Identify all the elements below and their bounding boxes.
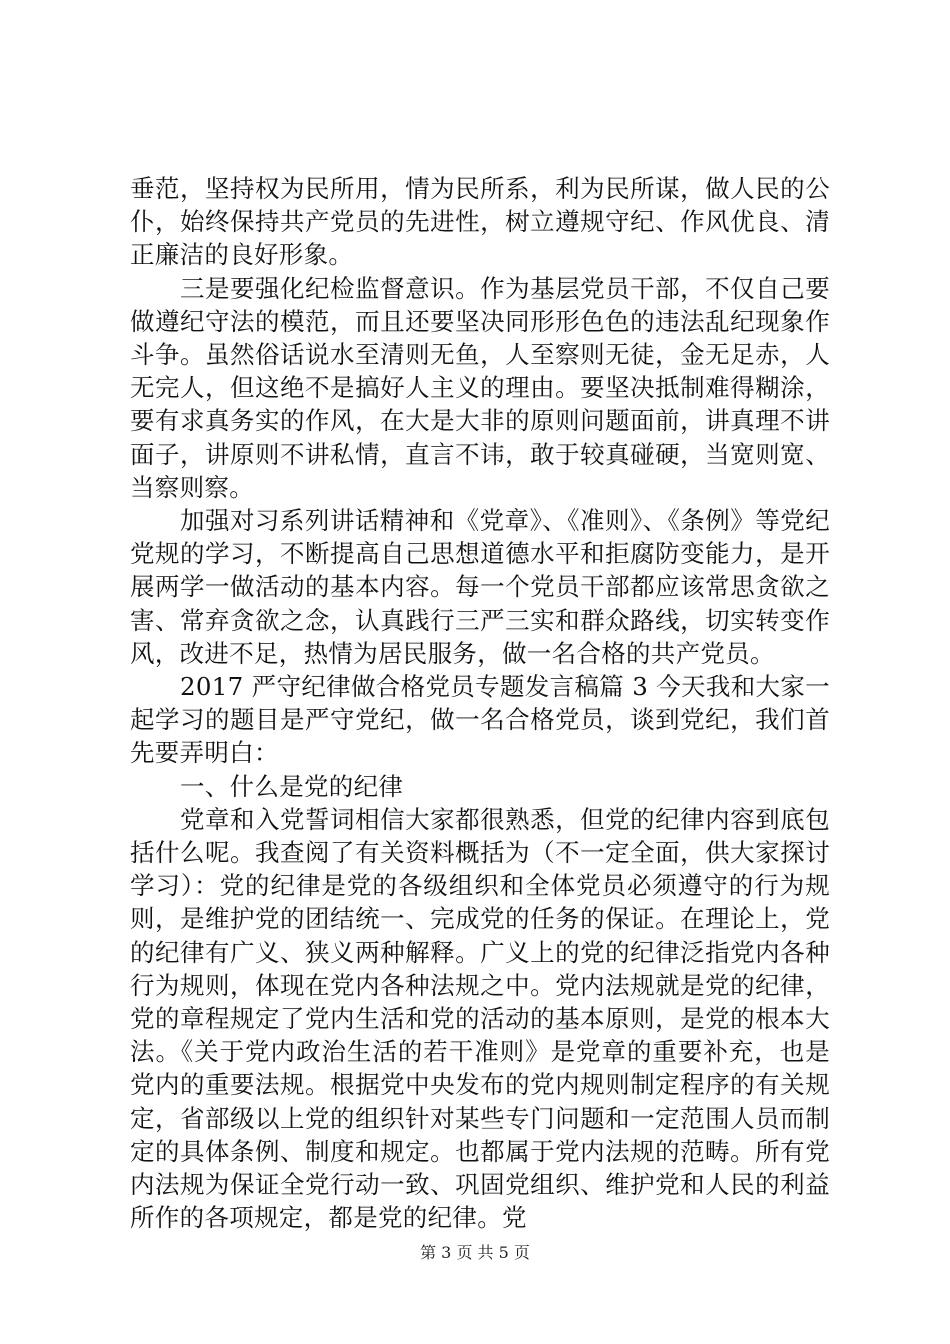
paragraph-5: 党章和入党誓词相信大家都很熟悉，但党的纪律内容到底包括什么呢。我查阅了有关资料概括为（不一定全面，供大家探讨学习）：党的纪律是党的各级组织和全体党员必须遵守的行为规则，是维护党的团结统一、完成党的任务的保证。在理论上，党的纪律有广义、狭义两种解释。广义上的党的纪律泛指党内各种行为规则，体现在党内各种法规之中。党内法规就是党的纪律，党的章程规定了党内生活和党的活动的基本原则，是党的根本大法。《关于党内政治生活的若干准则》是党章的重要补充，也是党内的重要法规。根据党中央发布的党内规则制定程序的有关规定，省部级以上党的组织针对某些专门问题和一定范围人员而制定的具体条例、制度和规定。也都属于党内法规的范畴。所有党内法规为保证全党行动一致、巩固党组织、维护党和人民的利益所作的各项规定，都是党的纪律。党	[130, 804, 830, 1233]
section-heading: 一、什么是党的纪律	[180, 771, 404, 801]
paragraph-4: 2017 严守纪律做合格党员专题发言稿篇 3 今天我和大家一起学习的题目是严守党纪，做一名合格党员，谈到党纪，我们首先要弄明白：	[130, 672, 830, 768]
paragraph-3: 加强对习系列讲话精神和《党章》、《准则》、《条例》等党纪党规的学习，不断提高自己思想道德水平和拒腐防变能力，是开展两学一做活动的基本内容。每一个党员干部都应该常思贪欲之害、常弃贪欲之念，认真践行三严三实和群众路线，切实转变作风，改进不足，热情为居民服务，做一名合格的共产党员。	[130, 506, 830, 668]
paragraph-1: 垂范，坚持权为民所用，情为民所系，利为民所谋，做人民的公仆，始终保持共产党员的先进性，树立遵规守纪、作风优良、清正廉洁的良好形象。	[130, 174, 830, 270]
body-text	[130, 172, 830, 1235]
paragraph-2: 三是要强化纪检监督意识。作为基层党员干部，不仅自己要做遵纪守法的模范，而且还要坚决同形形色色的违法乱纪现象作斗争。虽然俗话说水至清则无鱼，人至察则无徒，金无足赤，人无完人，但这绝不是搞好人主义的理由。要坚决抵制难得糊涂，要有求真务实的作风，在大是大非的原则问题面前，讲真理不讲面子，讲原则不讲私情，直言不讳，敢于较真碰硬，当宽则宽、当察则察。	[130, 273, 830, 502]
page-footer: 第 3 页 共 5 页	[420, 1243, 530, 1262]
